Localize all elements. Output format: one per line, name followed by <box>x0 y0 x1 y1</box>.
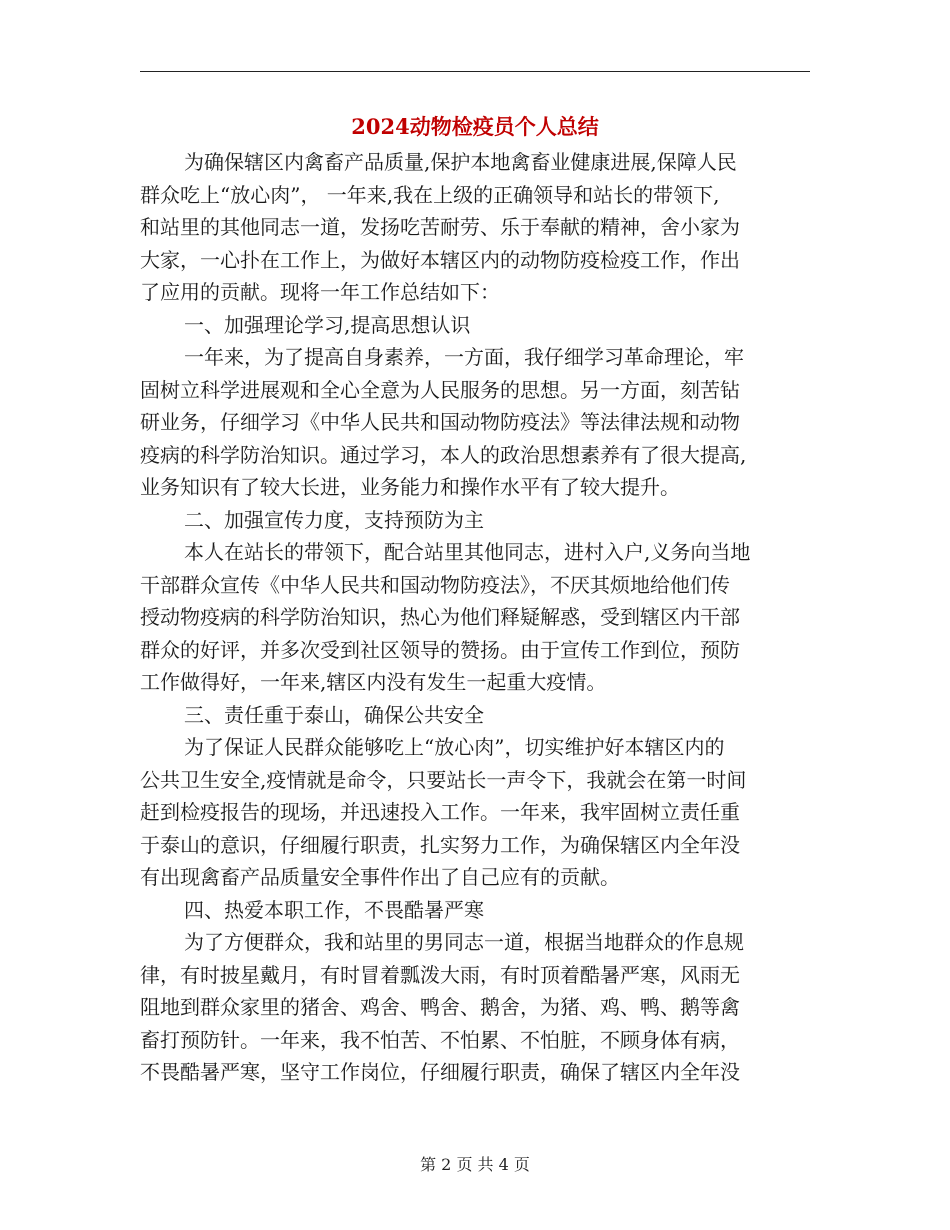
body-line: 本人在站长的带领下，配合站里其他同志，进村入户,义务向当地 <box>184 540 751 564</box>
body-line: 业务知识有了较大长进，业务能力和操作水平有了较大提升。 <box>140 475 680 499</box>
body-line: 研业务，仔细学习《中华人民共和国动物防疫法》等法律法规和动物 <box>140 410 740 434</box>
document-title: 2024动物检疫员个人总结 <box>351 114 599 139</box>
body-line: 了应用的贡献。现将一年工作总结如下： <box>140 280 500 304</box>
body-line: 群众吃上“放心肉”， 一年来,我在上级的正确领导和站长的带领下, <box>140 182 720 207</box>
section-heading: 一、加强理论学习,提高思想认识 <box>184 312 471 337</box>
body-line: 工作做得好，一年来,辖区内没有发生一起重大疫情。 <box>140 670 607 694</box>
document-body <box>140 146 812 1089</box>
body-line: 干部群众宣传《中华人民共和国动物防疫法》，不厌其烦地给他们传 <box>140 572 730 597</box>
body-line: 和站里的其他同志一道，发扬吃苦耐劳、乐于奉献的精神，舍小家为 <box>140 215 740 239</box>
body-line: 赶到检疫报告的现场，并迅速投入工作。一年来，我牢固树立责任重 <box>140 800 740 824</box>
section-heading: 四、热爱本职工作，不畏酷暑严寒 <box>184 897 484 922</box>
body-line: 大家，一心扑在工作上，为做好本辖区内的动物防疫检疫工作，作出 <box>140 247 740 272</box>
header-rule <box>140 71 810 72</box>
body-line: 律，有时披星戴月，有时冒着瓢泼大雨，有时顶着酷暑严寒，风雨无 <box>140 962 740 987</box>
body-line: 有出现禽畜产品质量安全事件作出了自己应有的贡献。 <box>140 865 620 889</box>
body-line: 不畏酷暑严寒，坚守工作岗位，仔细履行职责，确保了辖区内全年没 <box>140 1060 740 1084</box>
body-line: 疫病的科学防治知识。通过学习，本人的政治思想素养有了很大提高, <box>140 442 747 467</box>
body-line: 于泰山的意识，仔细履行职责，扎实努力工作，为确保辖区内全年没 <box>140 832 740 857</box>
body-line: 为了保证人民群众能够吃上“放心肉”，切实维护好本辖区内的 <box>184 735 725 759</box>
body-line: 阻地到群众家里的猪舍、鸡舍、鸭舍、鹅舍，为猪、鸡、鸭、鹅等禽 <box>140 995 740 1019</box>
body-line: 群众的好评，并多次受到社区领导的赞扬。由于宣传工作到位，预防 <box>140 637 740 662</box>
body-line: 公共卫生安全,疫情就是命令，只要站长一声令下，我就会在第一时间 <box>140 767 747 792</box>
body-line: 授动物疫病的科学防治知识，热心为他们释疑解惑，受到辖区内干部 <box>140 605 740 629</box>
section-heading: 二、加强宣传力度，支持预防为主 <box>184 507 484 532</box>
body-line: 为确保辖区内禽畜产品质量,保护本地禽畜业健康进展,保障人民 <box>184 150 737 174</box>
body-line: 为了方便群众，我和站里的男同志一道，根据当地群众的作息规 <box>184 930 744 954</box>
section-heading: 三、责任重于泰山，确保公共安全 <box>184 702 484 727</box>
body-line: 一年来，为了提高自身素养，一方面，我仔细学习革命理论，牢 <box>184 345 744 369</box>
page-number-footer: 第 2 页 共 4 页 <box>420 1155 530 1174</box>
body-line: 固树立科学进展观和全心全意为人民服务的思想。另一方面，刻苦钻 <box>140 377 740 402</box>
body-line: 畜打预防针。一年来，我不怕苦、不怕累、不怕脏，不顾身体有病， <box>140 1027 740 1052</box>
